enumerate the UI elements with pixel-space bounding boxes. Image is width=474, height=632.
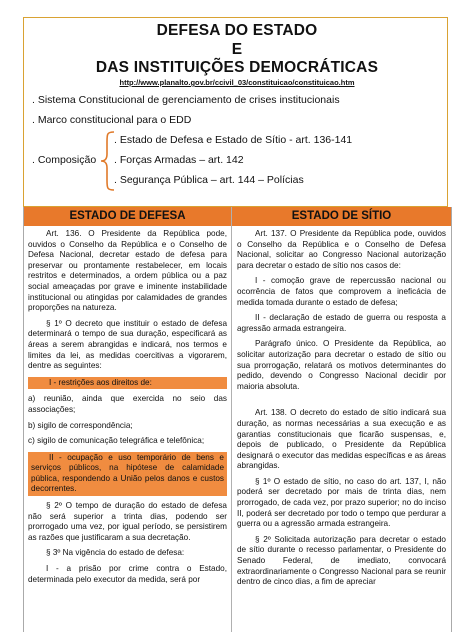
constitution-link[interactable]: http://www.planalto.gov.br/ccivil_03/constituicao/constituicao.htm (119, 78, 355, 87)
paragraph-136-p2: § 2º O tempo de duração do estado de defesa não será superior a trinta dias, podendo ser prorrogado uma vez, por igual período, se persistirem as razões que justificaram a sua decretação. (28, 501, 227, 542)
title-line-3: DAS INSTITUIÇÕES DEMOCRÁTICAS (95, 59, 379, 76)
composicao-item-forcas: . Forças Armadas – art. 142 (114, 154, 244, 166)
title-line-2: E (231, 41, 243, 58)
paragraph-138-p2: § 2º Solicitada autorização para decretar o estado de sítio durante o recesso parlamentar, o Presidente do Senado Federal, de imediato, convocará extraordinariamente o Congresso Nacional para se reunir dentro de cinco dias, a fim de apreciar (237, 534, 446, 587)
bullet-marco: . Marco constitucional para o EDD (32, 114, 192, 126)
composicao-item-estado: . Estado de Defesa e Estado de Sítio - art. 136-141 (114, 134, 353, 146)
highlight-inciso-ii: II - ocupação e uso temporário de bens e serviços públicos, na hipótese de calamidade pública, respondendo a União pelos danos e custos decorrentes. (28, 452, 227, 496)
comparison-table (23, 207, 452, 632)
paragraph-136-p3-i: I - a prisão por crime contra o Estado, determinada pelo executor da medida, será por (28, 564, 227, 584)
column-divider (231, 207, 232, 632)
paragraph-137-ii: II - declaração de estado de guerra ou resposta a agressão armada estrangeira. (237, 313, 446, 333)
paragraph-art-138: Art. 138. O decreto do estado de sítio indicará sua duração, as normas necessárias a sua execução e as garantias constitucionais que ficarão suspensas, e, depois de publicado, o Presidente da República designará o executor das medidas específicas e as áreas abrangidas. (237, 408, 446, 471)
title-line-1: DEFESA DO ESTADO (156, 22, 318, 39)
paragraph-art-137: Art. 137. O Presidente da República pode, ouvidos o Conselho da República e o Conselho de Defesa Nacional, solicitar ao Congresso Nacional autorização para decretar o estado de sítio nos casos de: (237, 229, 446, 270)
header-estado-de-defesa: ESTADO DE DEFESA (24, 207, 231, 226)
composicao-label: . Composição (32, 154, 97, 166)
paragraph-136-p1: § 1º O decreto que instituir o estado de defesa determinará o tempo de sua duração, especificará as áreas a serem abrangidas e indicará, nos termos e limites da lei, as medidas coercitivas a vigorarem, dentre as seguintes: (28, 318, 227, 371)
column-estado-de-sitio (237, 229, 446, 593)
paragraph-art-136: Art. 136. O Presidente da República pode, ouvidos o Conselho da República e o Conselho de Defesa Nacional, decretar estado de defesa para preservar ou prontamente restabelecer, em locais restritos e determinados, a ordem pública ou a paz social ameaçadas por grave e iminente instabilidade institucional ou atingidas por calamidades de grandes proporções na natureza. (28, 229, 227, 313)
bullet-sistema: . Sistema Constitucional de gerenciamento de crises institucionais (32, 94, 340, 106)
paragraph-138-p1: § 1º O estado de sítio, no caso do art. 137, I, não poderá ser decretado por mais de trinta dias, nem prorrogado, de cada vez, por prazo superior; no do inciso II, poderá ser decretado por todo o tempo que perdurar a guerra ou a agressão armada estrangeira. (237, 476, 446, 529)
highlight-inciso-i: I - restrições aos direitos de: (28, 377, 227, 390)
header-estado-de-sitio: ESTADO DE SÍTIO (232, 207, 451, 226)
paragraph-137-i: I - comoção grave de repercussão nacional ou ocorrência de fatos que comprovem a ineficácia de medida tomada durante o estado de defesa; (237, 276, 446, 307)
paragraph-alinea-a: a) reunião, ainda que exercida no seio das associações; (28, 394, 227, 414)
paragraph-alinea-c: c) sigilo de comunicação telegráfica e telefônica; (28, 436, 205, 446)
column-estado-de-defesa (28, 229, 227, 590)
composicao-item-seguranca: . Segurança Pública – art. 144 – Polícias (114, 174, 304, 186)
paragraph-137-unico: Parágrafo único. O Presidente da República, ao solicitar autorização para decretar o estado de sítio ou sua prorrogação, relatará os motivos determinantes do pedido, devendo o Congresso Nacional decidir por maioria absoluta. (237, 339, 446, 391)
paragraph-136-p3: § 3º Na vigência do estado de defesa: (46, 548, 185, 558)
paragraph-alinea-b: b) sigilo de correspondência; (28, 420, 133, 430)
